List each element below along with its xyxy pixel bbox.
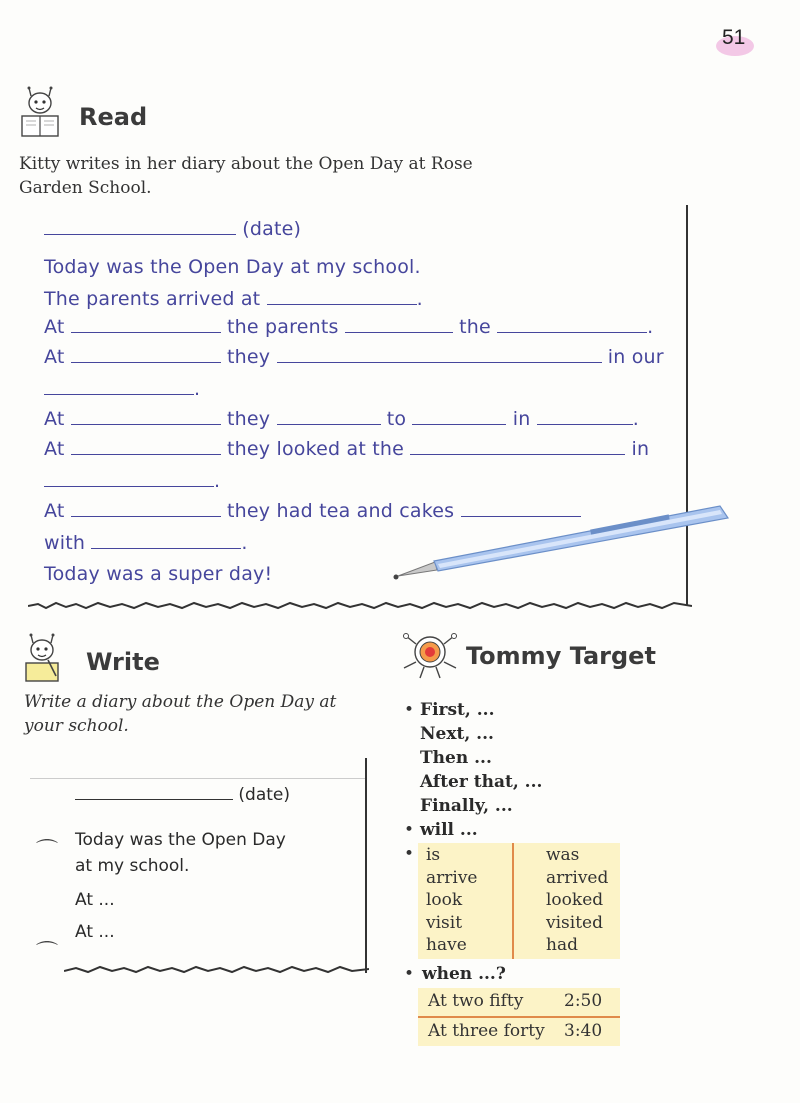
blank-time-2[interactable]: [71, 318, 221, 333]
diary-line-4: At they in our: [44, 346, 664, 368]
reading-cat-icon: [16, 86, 64, 142]
sequence-word: First, ...: [420, 700, 495, 720]
verb-past: had: [546, 935, 578, 955]
write-box-border: [365, 758, 367, 973]
verb-past: looked: [546, 890, 604, 910]
sequence-word: Next, ...: [420, 724, 494, 744]
diary-line-11: Today was a super day!: [44, 563, 273, 585]
diary-date-label: (date): [242, 218, 302, 240]
blank-place-4[interactable]: [537, 410, 633, 425]
time-digits-1: 2:50: [564, 991, 603, 1011]
blank-arrival-time[interactable]: [267, 290, 417, 305]
verb-present: have: [426, 935, 467, 955]
will-word: will ...: [420, 820, 478, 840]
blank-verb-4[interactable]: [277, 410, 381, 425]
write-box-top: [30, 778, 367, 779]
binding-hole-mark-2: ⌒: [36, 941, 59, 966]
when-word: when ...?: [422, 964, 506, 984]
verb-present: visit: [426, 912, 463, 933]
write-heading: Write: [86, 648, 160, 676]
blank-verb-2[interactable]: [345, 318, 453, 333]
bullet-when: •: [404, 964, 415, 984]
diary-date-line: [44, 218, 301, 240]
blank-time-4[interactable]: [71, 410, 221, 425]
pen-illustration: [390, 500, 735, 589]
sequence-word: Finally, ...: [420, 796, 513, 816]
diary-line-10: with .: [44, 532, 248, 554]
diary-date-blank[interactable]: [44, 220, 236, 235]
read-heading: Read: [79, 103, 148, 131]
blank-object-5[interactable]: [410, 440, 625, 455]
verb-present-column: [426, 844, 478, 957]
blank-time-5[interactable]: [71, 440, 221, 455]
write-line-4: At ...: [75, 922, 115, 942]
diary-line-1: Today was the Open Day at my school.: [44, 256, 421, 278]
verb-past: arrived: [546, 867, 609, 888]
verb-past-column: [546, 844, 608, 957]
write-instruction-line-2: your school.: [24, 716, 129, 736]
time-words-1: At two fifty: [428, 991, 524, 1011]
bullet-sequence: •: [404, 700, 415, 720]
blank-place-5[interactable]: [44, 472, 214, 487]
verb-past: was: [546, 845, 580, 865]
diary-line-8: .: [44, 470, 220, 492]
blank-time-6[interactable]: [71, 502, 221, 517]
time-table-divider: [418, 1016, 620, 1018]
tommy-target-icon: [398, 624, 462, 686]
diary-line-6: At they to in .: [44, 408, 639, 430]
write-line-1: Today was the Open Day: [75, 830, 286, 850]
bullet-verbs: •: [404, 844, 415, 864]
verb-past: visited: [546, 912, 603, 933]
read-intro-line-2: Garden School.: [19, 178, 152, 198]
read-intro-line-1: Kitty writes in her diary about the Open Day at Rose: [19, 154, 473, 174]
blank-object-2[interactable]: [497, 318, 647, 333]
tommy-target-heading: Tommy Target: [466, 642, 656, 670]
time-words-2: At three forty: [428, 1021, 545, 1041]
blank-object-4[interactable]: [412, 410, 506, 425]
verb-present: look: [426, 890, 463, 910]
blank-time-3[interactable]: [71, 348, 221, 363]
diary-line-9: At they had tea and cakes: [44, 500, 581, 522]
blank-place-3[interactable]: [44, 380, 194, 395]
sequence-word: After that, ...: [420, 772, 543, 792]
binding-hole-mark-1: ⌒: [36, 839, 59, 864]
page-number: 51: [722, 26, 746, 49]
verb-table-divider: [512, 843, 514, 959]
diary-line-3: At the parents the .: [44, 316, 654, 338]
sequence-word: Then ...: [420, 748, 492, 768]
blank-companion[interactable]: [91, 534, 241, 549]
diary-line-5: .: [44, 378, 200, 400]
bullet-will: •: [404, 820, 415, 840]
write-line-3: At ...: [75, 890, 115, 910]
time-digits-2: 3:40: [564, 1021, 603, 1041]
writing-cat-icon: [18, 632, 66, 688]
diary-line-7: At they looked at the in: [44, 438, 650, 460]
torn-paper-edge: [28, 598, 692, 614]
write-line-2: at my school.: [75, 856, 190, 876]
write-instruction-line-1: Write a diary about the Open Day at: [24, 692, 337, 712]
write-date-blank[interactable]: [75, 785, 233, 800]
write-torn-edge: [64, 962, 369, 982]
write-date-line: (date): [75, 781, 290, 809]
verb-present: is: [426, 845, 441, 865]
verb-present: arrive: [426, 867, 478, 888]
blank-activity-3[interactable]: [277, 348, 602, 363]
sequence-words-list: [420, 698, 542, 818]
diary-line-2: The parents arrived at .: [44, 288, 423, 310]
